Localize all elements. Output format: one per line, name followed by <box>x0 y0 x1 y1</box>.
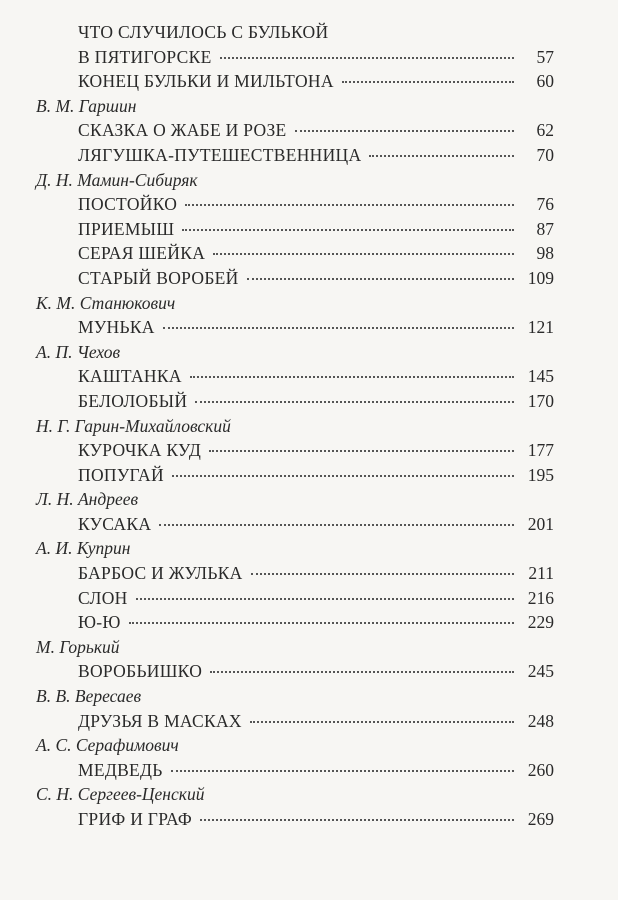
toc-author: Л. Н. Андреев <box>36 489 139 510</box>
toc-page-number: 62 <box>536 120 554 141</box>
toc-entry-title: КАШТАНКА <box>78 366 182 387</box>
toc-page-number: 177 <box>527 440 554 461</box>
toc-entry <box>0 241 618 266</box>
toc-entry-title: ЧТО СЛУЧИЛОСЬ С БУЛЬКОЙ <box>78 22 329 42</box>
toc-page-number: 70 <box>536 144 554 165</box>
toc-page-number: 269 <box>527 809 554 829</box>
toc-page-number: 229 <box>527 612 554 633</box>
toc-page-number: 260 <box>527 759 554 780</box>
toc-entry-title: БЕЛОЛОБЫЙ <box>78 390 188 411</box>
toc-entry <box>0 389 618 414</box>
dot-leader <box>200 818 514 821</box>
toc-entry-title: МЕДВЕДЬ <box>78 759 163 780</box>
toc-page-number: 195 <box>527 464 554 485</box>
dot-leader <box>295 129 515 132</box>
toc-page-number: 216 <box>527 587 554 608</box>
toc-entry <box>0 610 618 635</box>
toc-entry-title: СКАЗКА О ЖАБЕ И РОЗЕ <box>78 120 287 141</box>
toc-entry <box>0 118 618 143</box>
toc-author: Д. Н. Мамин-Сибиряк <box>36 169 198 190</box>
toc-entry-title: ПОПУГАЙ <box>78 464 164 485</box>
toc-entry <box>0 364 618 389</box>
dot-leader <box>129 621 514 624</box>
toc-entry <box>0 45 618 70</box>
toc-entry <box>0 315 618 340</box>
toc-entry-title: КОНЕЦ БУЛЬКИ И МИЛЬТОНА <box>78 71 334 92</box>
toc-author: М. Горький <box>36 636 120 657</box>
toc-page-number: 245 <box>527 661 554 682</box>
dot-leader <box>159 523 514 526</box>
toc-page-number: 170 <box>527 390 554 411</box>
toc-page-number: 248 <box>527 710 554 731</box>
dot-leader <box>213 252 514 255</box>
toc-page-number: 57 <box>536 46 554 67</box>
toc-entry-title: В ПЯТИГОРСКЕ <box>78 46 212 67</box>
dot-leader <box>209 449 514 452</box>
table-of-contents <box>0 20 618 832</box>
toc-entry <box>0 659 618 684</box>
toc-page-number: 201 <box>527 513 554 534</box>
toc-entry <box>0 69 618 94</box>
toc-entry-title: ВОРОБЬИШКО <box>78 661 203 682</box>
toc-author: Н. Г. Гарин-Михайловский <box>36 415 231 436</box>
toc-author: А. С. Серафимович <box>36 735 179 756</box>
toc-entry-title: ГРИФ И ГРАФ <box>78 809 192 829</box>
dot-leader <box>247 277 514 280</box>
toc-entry <box>0 561 618 586</box>
toc-author: А. П. Чехов <box>36 341 121 362</box>
dot-leader <box>195 400 514 403</box>
toc-entry <box>0 709 618 734</box>
dot-leader <box>210 670 514 673</box>
toc-author: А. И. Куприн <box>36 538 131 559</box>
toc-page-number: 87 <box>536 218 554 239</box>
dot-leader <box>369 154 514 157</box>
toc-entry <box>0 807 618 832</box>
toc-page-number: 60 <box>536 71 554 92</box>
toc-entry-title: МУНЬКА <box>78 317 155 338</box>
dot-leader <box>342 80 514 83</box>
toc-page-number: 109 <box>527 267 554 288</box>
dot-leader <box>185 203 514 206</box>
toc-entry <box>0 438 618 463</box>
toc-page-number: 145 <box>527 366 554 387</box>
dot-leader <box>172 474 514 477</box>
toc-entry-title: СЛОН <box>78 587 128 608</box>
toc-entry <box>0 758 618 783</box>
toc-author: С. Н. Сергеев-Ценский <box>36 784 205 805</box>
toc-page-number: 211 <box>528 563 554 584</box>
toc-page-number: 98 <box>536 243 554 264</box>
toc-entry <box>0 217 618 242</box>
toc-entry-title: ПРИЕМЫШ <box>78 218 175 239</box>
dot-leader <box>250 720 514 723</box>
toc-author: В. М. Гаршин <box>36 95 137 116</box>
toc-entry-title: СЕРАЯ ШЕЙКА <box>78 243 206 264</box>
toc-entry-title: БАРБОС И ЖУЛЬКА <box>78 563 243 584</box>
toc-entry <box>0 192 618 217</box>
toc-entry-title: ЛЯГУШКА-ПУТЕШЕСТВЕННИЦА <box>78 144 362 165</box>
toc-entry-title: Ю-Ю <box>78 612 121 633</box>
toc-entry-title: КУРОЧКА КУД <box>78 440 202 461</box>
dot-leader <box>163 326 514 329</box>
dot-leader <box>190 375 514 378</box>
dot-leader <box>220 56 514 59</box>
dot-leader <box>182 228 514 231</box>
toc-entry <box>0 463 618 488</box>
dot-leader <box>336 33 514 34</box>
toc-entry-title: ДРУЗЬЯ В МАСКАХ <box>78 710 242 731</box>
toc-entry <box>0 143 618 168</box>
toc-author: В. В. Вересаев <box>36 686 142 707</box>
dot-leader <box>136 597 514 600</box>
toc-entry-title: СТАРЫЙ ВОРОБЕЙ <box>78 267 239 288</box>
dot-leader <box>251 572 514 575</box>
toc-entry <box>0 586 618 611</box>
toc-entry <box>0 512 618 537</box>
toc-page-number: 121 <box>527 317 554 338</box>
toc-author: К. М. Станюкович <box>36 292 176 313</box>
toc-entry-title: ПОСТОЙКО <box>78 194 178 215</box>
dot-leader <box>171 769 514 772</box>
toc-entry <box>0 266 618 291</box>
toc-entry-title: КУСАКА <box>78 513 152 534</box>
toc-entry <box>0 20 618 45</box>
toc-page-number: 76 <box>536 194 554 215</box>
